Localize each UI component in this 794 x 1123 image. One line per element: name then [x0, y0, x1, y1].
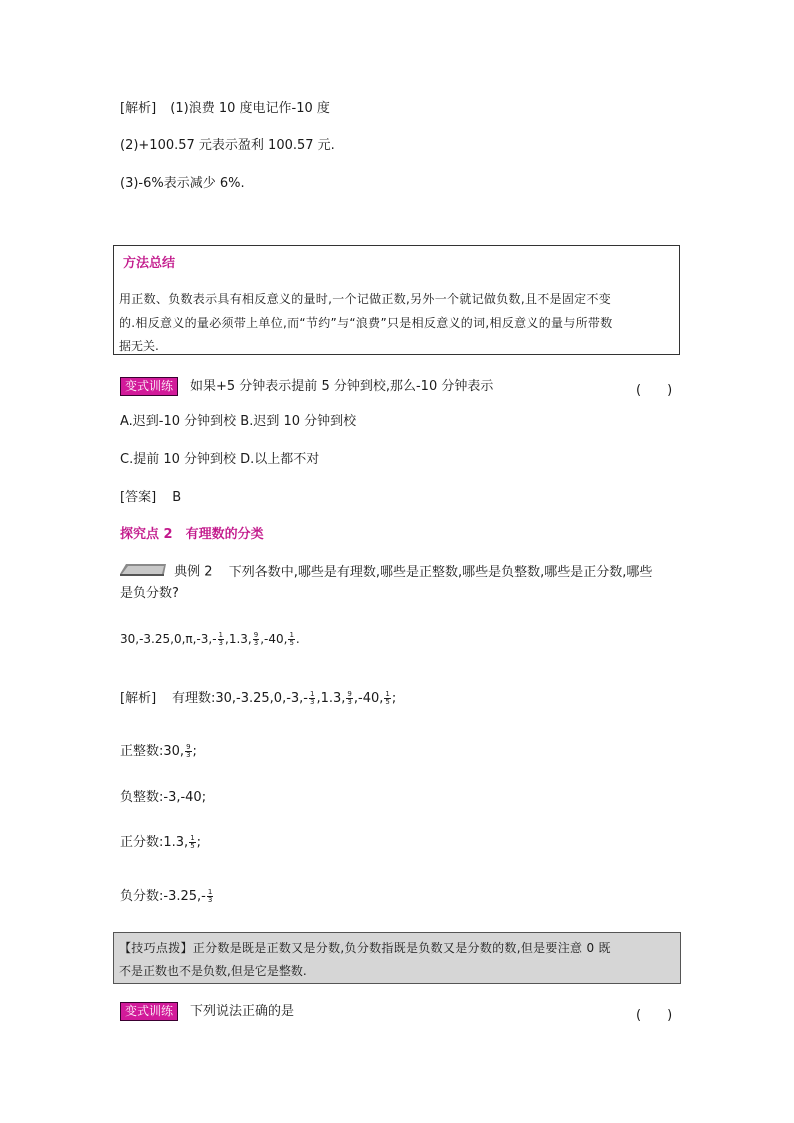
analysis2-negative-fractions	[120, 888, 214, 906]
section-title: 探究点 2 有理数的分类	[120, 527, 264, 542]
category-text: 正分数:1.3,	[120, 835, 189, 850]
method-summary-line3: 据无关.	[119, 339, 159, 353]
fraction	[189, 835, 195, 850]
fraction	[346, 691, 352, 706]
fraction	[207, 889, 213, 904]
analysis2-positive-integers	[120, 743, 197, 761]
fraction-numerator: 9	[186, 743, 191, 751]
category-text: ;	[192, 744, 197, 759]
tip-line2: 不是正数也不是负数,但是它是整数.	[119, 964, 307, 978]
fraction-denominator: 3	[310, 698, 315, 706]
tip-line1: 【技巧点拨】正分数是既是正数又是分数,负分数指既是负数又是分数的数,但是要注意 0 既	[119, 941, 611, 955]
fraction-denominator: 3	[207, 896, 213, 904]
fraction	[218, 632, 224, 647]
rational-list-text: ;	[391, 691, 397, 706]
answer-value: B	[172, 490, 182, 505]
fraction	[185, 744, 191, 759]
fraction	[309, 691, 315, 706]
fraction	[253, 632, 259, 647]
variant1-question: 如果+5 分钟表示提前 5 分钟到校,那么-10 分钟表示	[190, 379, 494, 394]
analysis1-item2: (2)+100.57 元表示盈利 100.57 元.	[120, 138, 335, 153]
variant1-options-cd: C.提前 10 分钟到校 D.以上都不对	[120, 452, 320, 467]
example2-question-line1: 下列各数中,哪些是有理数,哪些是正整数,哪些是负整数,哪些是正分数,哪些	[228, 564, 653, 580]
variant1-answer-row	[120, 489, 181, 507]
fraction-denominator: 3	[218, 639, 224, 647]
analysis-label: [解析]	[120, 691, 157, 706]
number-list-text: ,1.3,	[225, 632, 252, 646]
fraction-numerator: 1	[310, 690, 315, 698]
variant2-question-row	[120, 1002, 294, 1021]
analysis1-line1	[120, 100, 330, 118]
fraction-numerator: 1	[218, 631, 224, 639]
method-summary-line1: 用正数、负数表示具有相反意义的量时,一个记做正数,另外一个就记做负数,且不是固定不变	[119, 292, 612, 306]
example2-question-line2: 是负分数?	[120, 586, 179, 601]
analysis2-negative-integers: 负整数:-3,-40;	[120, 790, 207, 805]
fraction-denominator: 5	[190, 842, 195, 850]
example-banner-icon	[120, 562, 166, 582]
fraction-denominator: 5	[289, 639, 294, 647]
number-list-text: ,-40,	[260, 632, 288, 646]
method-summary-box	[113, 245, 680, 355]
fraction-denominator: 3	[186, 751, 191, 759]
variant-training-tag: 变式训练	[120, 377, 178, 396]
example2-number-list	[120, 630, 300, 648]
rational-list-text: ,1.3,	[316, 691, 346, 706]
method-summary-title: 方法总结	[123, 256, 176, 271]
fraction-numerator: 9	[347, 690, 352, 698]
answer-paren: ( )	[636, 1008, 673, 1023]
fraction-numerator: 1	[207, 888, 213, 896]
analysis2-rational-row	[120, 689, 396, 708]
rational-list-text: ,-40,	[353, 691, 384, 706]
variant-training-tag: 变式训练	[120, 1002, 178, 1021]
analysis2-positive-fractions	[120, 834, 201, 852]
fraction-numerator: 1	[190, 834, 195, 842]
analysis1-item1: (1)浪费 10 度电记作-10 度	[170, 101, 330, 116]
answer-label: [答案]	[120, 490, 157, 505]
fraction-numerator: 1	[385, 690, 390, 698]
fraction-denominator: 3	[347, 698, 352, 706]
tip-box	[113, 932, 681, 984]
fraction-numerator: 1	[289, 631, 294, 639]
variant1-options-ab: A.迟到-10 分钟到校 B.迟到 10 分钟到校	[120, 414, 357, 429]
category-text: 负分数:-3.25,-	[120, 889, 206, 904]
fraction-numerator: 9	[253, 631, 259, 639]
rational-list-text: 有理数:30,-3.25,0,-3,-	[171, 691, 308, 706]
fraction	[384, 691, 390, 706]
example-label: 典例 2	[174, 564, 213, 580]
category-text: ;	[196, 835, 202, 850]
fraction-denominator: 5	[385, 698, 390, 706]
number-list-text: 30,-3.25,0,π,-3,-	[120, 632, 217, 646]
variant1-question-row	[120, 377, 493, 396]
analysis1-item3: (3)-6%表示减少 6%.	[120, 176, 245, 191]
method-summary-line2: 的.相反意义的量必须带上单位,而“节约”与“浪费”只是相反意义的词,相反意义的量与所带数	[119, 316, 613, 330]
fraction	[288, 632, 294, 647]
fraction-denominator: 3	[253, 639, 259, 647]
analysis-label: [解析]	[120, 101, 157, 116]
answer-paren: ( )	[636, 383, 673, 398]
category-text: 正整数:30,	[120, 744, 185, 759]
example2-row1	[120, 562, 652, 582]
number-list-text: .	[295, 632, 300, 646]
variant2-question: 下列说法正确的是	[190, 1004, 295, 1019]
